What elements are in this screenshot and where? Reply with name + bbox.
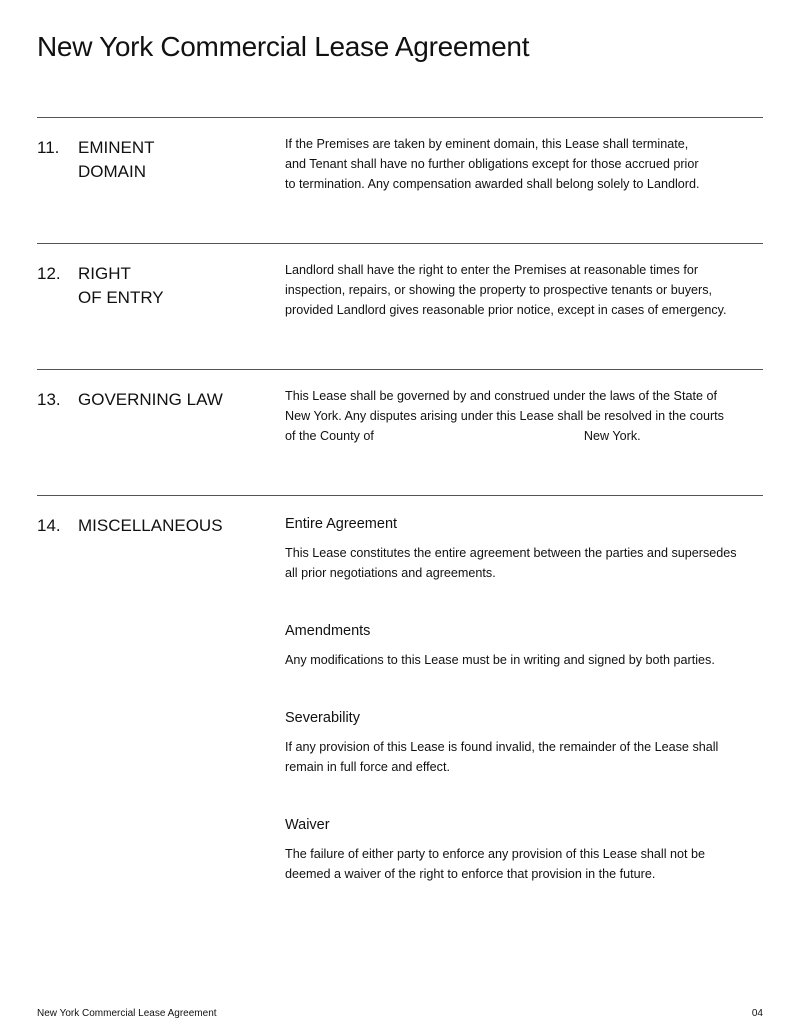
subsection-body-waiver: The failure of either party to enforce any provision of this Lease shall not be deemed a waiver of the right to enforce that provision in the future.	[285, 847, 706, 881]
section-title-miscellaneous: MISCELLANEOUS	[78, 516, 223, 535]
subsection-heading-entire-agreement: Entire Agreement	[285, 516, 398, 532]
section-body-right-of-entry: Landlord shall have the right to enter the Premises at reasonable times for inspection, repairs, or showing the property to prospective tenants or buyers, provided Landlord gives reasonable prior notice, except in cases of emergency.	[285, 263, 727, 317]
footer-document-title: New York Commercial Lease Agreement	[37, 1008, 217, 1019]
section-number: 13.	[37, 390, 61, 409]
subsection-heading-amendments: Amendments	[285, 623, 371, 639]
section-divider	[37, 243, 763, 244]
county-line: of the County of New York.	[285, 429, 641, 443]
subsection-body-amendments: Any modifications to this Lease must be in writing and signed by both parties.	[285, 653, 715, 667]
section-number: 11.	[37, 138, 60, 157]
section-divider	[37, 495, 763, 496]
subsection-body-severability: If any provision of this Lease is found invalid, the remainder of the Lease shall remain in full force and effect.	[285, 740, 719, 774]
section-title-eminent-domain: EMINENT DOMAIN	[78, 138, 155, 181]
subsection-body-entire-agreement: This Lease constitutes the entire agreement between the parties and supersedes all prior negotiations and agreements.	[285, 546, 737, 580]
section-body-governing-law: This Lease shall be governed by and construed under the laws of the State of New York. Any disputes arising under this Lease shall be resolved in the courts of the County of New York.	[285, 386, 765, 446]
subsection-heading-severability: Severability	[285, 710, 360, 726]
section-number: 12.	[37, 264, 61, 283]
section-title-governing-law: GOVERNING LAW	[78, 390, 223, 409]
section-divider	[37, 369, 763, 370]
section-body-eminent-domain: If the Premises are taken by eminent domain, this Lease shall terminate, and Tenant shall have no further obligations except for those accrued prior to termination. Any compensation awarded shall belong solely to Landlord.	[285, 137, 700, 191]
section-title-right-of-entry: RIGHT OF ENTRY	[78, 264, 164, 307]
subsection-heading-waiver: Waiver	[285, 817, 330, 833]
section-divider	[37, 117, 763, 118]
footer-page-number: 04	[751, 1008, 763, 1019]
page-title: New York Commercial Lease Agreement	[37, 31, 530, 62]
section-number: 14.	[37, 516, 61, 535]
